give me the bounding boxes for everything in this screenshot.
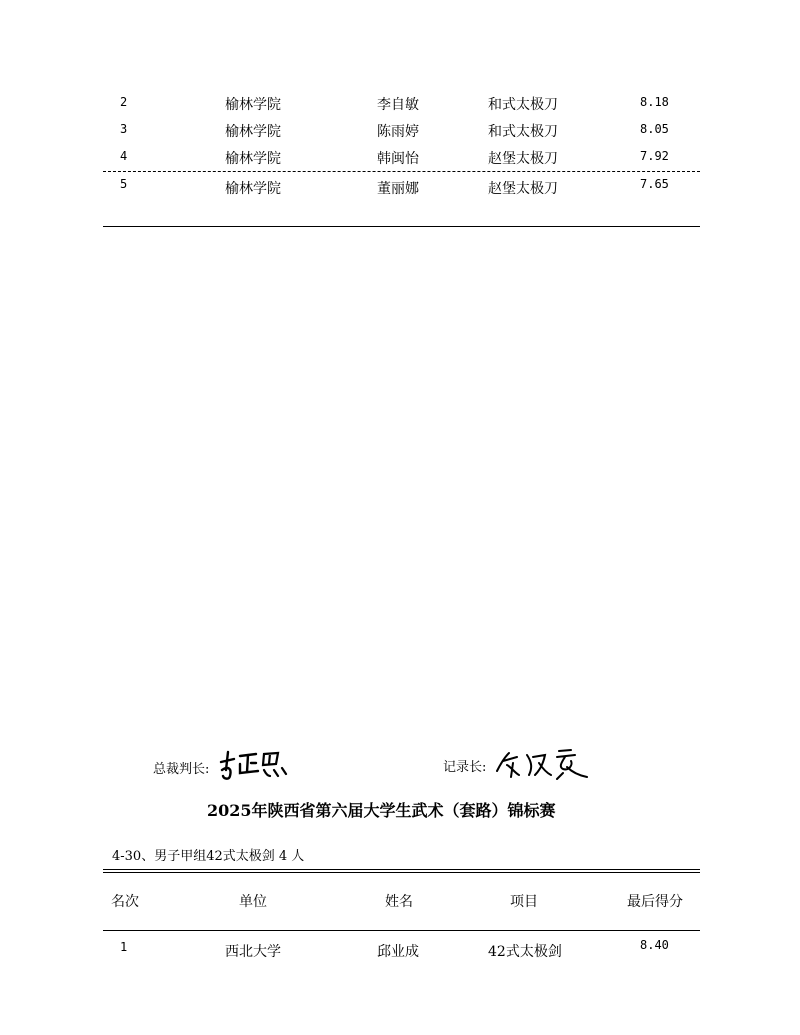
score-cell: 7.65 xyxy=(640,177,669,191)
unit-cell: 榆林学院 xyxy=(225,151,281,167)
name-cell: 李自敏 xyxy=(377,97,419,113)
header-name: 姓名 xyxy=(385,894,413,910)
competition-title: 2025年陕西省第六届大学生武术（套路）锦标赛 xyxy=(207,801,556,820)
recorder-label: 记录长: xyxy=(443,760,487,775)
event-cell: 赵堡太极刀 xyxy=(488,151,558,167)
name-cell: 董丽娜 xyxy=(377,181,419,197)
name-cell: 陈雨婷 xyxy=(377,124,419,140)
rank-cell: 5 xyxy=(120,177,128,191)
rank-cell: 3 xyxy=(120,122,128,136)
chief-judge-signature xyxy=(218,748,290,782)
unit-cell: 西北大学 xyxy=(225,944,281,960)
event-cell: 和式太极刀 xyxy=(488,97,558,113)
rank-cell: 4 xyxy=(120,149,128,163)
event-subtitle: 4-30、男子甲组42式太极剑 4 人 xyxy=(112,849,305,864)
rank-cell: 1 xyxy=(120,940,128,954)
event-cell: 和式太极刀 xyxy=(488,124,558,140)
header-unit: 单位 xyxy=(239,894,267,910)
unit-cell: 榆林学院 xyxy=(225,97,281,113)
unit-cell: 榆林学院 xyxy=(225,124,281,140)
chief-judge-label: 总裁判长: xyxy=(153,762,210,777)
recorder-signature xyxy=(493,745,593,781)
table-bottom-rule xyxy=(103,226,700,227)
score-cell: 8.40 xyxy=(640,938,669,952)
rank-cell: 2 xyxy=(120,95,128,109)
name-cell: 邱业成 xyxy=(377,944,419,960)
unit-cell: 榆林学院 xyxy=(225,181,281,197)
score-cell: 7.92 xyxy=(640,149,669,163)
name-cell: 韩闽怡 xyxy=(377,151,419,167)
score-cell: 8.18 xyxy=(640,95,669,109)
event-cell: 赵堡太极刀 xyxy=(488,181,558,197)
score-cell: 8.05 xyxy=(640,122,669,136)
header-score: 最后得分 xyxy=(627,894,683,910)
header-bottom-rule xyxy=(103,930,700,931)
event-cell: 42式太极剑 xyxy=(488,944,562,960)
table-top-rule xyxy=(103,869,700,873)
header-event: 项目 xyxy=(510,894,538,910)
header-rank: 名次 xyxy=(111,894,139,910)
row-divider-dashed xyxy=(103,171,700,172)
